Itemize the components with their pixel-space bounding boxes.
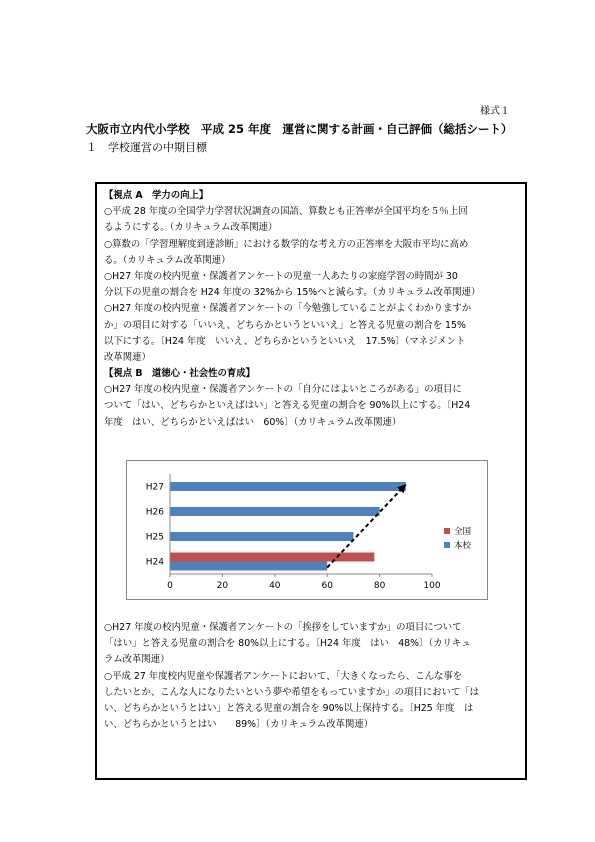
y-tick-label: H24 <box>145 557 164 568</box>
viewpoint-b-line: 「はい」と答える児童の割合を 80%以上にする。〔H24 年度 はい 48%〕（カリキュ <box>104 638 471 650</box>
bar-本校-H27 <box>170 482 406 491</box>
viewpoint-b-line: ○平成 27 年度校内児童や保護者アンケートにおいて、「大きくなったら、こんな事を <box>104 670 463 682</box>
viewpoint-b-line: い、どちらかというとはい」と答える児童の割合を 90%以上保持する。〔H25 年度 は <box>104 702 474 714</box>
goals-content <box>104 188 524 431</box>
goals-content-2 <box>104 620 524 733</box>
viewpoint-a-line: るようにする。（カリキュラム改革関連） <box>104 222 278 234</box>
viewpoint-b-line: ラム改革関連） <box>104 654 170 666</box>
legend-label: 全国 <box>454 527 472 537</box>
viewpoint-a-line: か」の項目に対する「いいえ、どちらかというといいえ」と答える児童の割合を 15% <box>104 319 466 331</box>
bar-本校-H25 <box>170 532 353 541</box>
document-title: 大阪市立内代小学校 平成 25 年度 運営に関する計画・自己評価（総括シート） <box>86 122 513 136</box>
form-number: 様式１ <box>480 106 510 117</box>
viewpoint-a-line: る。（カリキュラム改革関連） <box>104 254 231 266</box>
viewpoint-b-line: ○H27 年度の校内児童・保護者アンケートの「挨拶をしていますか」の項目について <box>104 622 462 633</box>
x-tick-label: 60 <box>321 581 333 591</box>
viewpoint-b-line: したいとか、こんな人になりたいという夢や希望をもっていますか」の項目において「は <box>104 686 480 698</box>
x-tick-label: 20 <box>216 581 229 591</box>
viewpoint-b-line: 年度 はい、どちらかといえばはい 60%〕（カリキュラム改革関連） <box>104 416 402 428</box>
bar-全国-H24 <box>170 553 374 562</box>
viewpoint-a-line: 以下にする。〔H24 年度 いいえ、どちらかというといいえ 17.5%〕（マネジメント <box>104 335 466 347</box>
viewpoint-b-heading: 【視点 B 道徳心・社会性の育成】 <box>104 368 256 380</box>
legend-swatch-本校 <box>444 542 450 548</box>
x-tick-label: 80 <box>373 581 386 591</box>
viewpoint-a-line: 分以下の児童の割合を H24 年度の 32%から 15%へと減らす。（カリキュラム改革関連） <box>104 287 481 299</box>
y-tick-label: H25 <box>145 532 164 543</box>
legend-swatch-全国 <box>444 528 450 534</box>
viewpoint-a-line: ○平成 28 年度の全国学力学習状況調査の国語、算数とも正答率が全国平均を５％上回 <box>104 206 468 218</box>
legend-label: 本校 <box>454 541 472 551</box>
viewpoint-a-line: 改革関連） <box>104 351 151 363</box>
bar-chart-svg <box>126 460 488 600</box>
section-title: １ 学校運営の中期目標 <box>86 141 207 154</box>
viewpoint-b-line: ついて「はい、どちらかといえばはい」と答える児童の割合を 90%以上にする。〔H24 <box>104 400 471 412</box>
x-tick-label: 0 <box>167 581 173 591</box>
bar-chart <box>126 460 488 600</box>
y-tick-label: H27 <box>145 482 164 493</box>
viewpoint-a-line: ○算数の「学習理解度到達診断」における数学的な考え方の正答率を大阪市平均に高め <box>104 238 469 250</box>
viewpoint-a-heading: 【視点 A 学力の向上】 <box>104 190 209 201</box>
y-tick-label: H26 <box>145 507 164 518</box>
viewpoint-a-line: ○H27 年度の校内児童・保護者アンケートの児童一人あたりの家庭学習の時間が 30 <box>104 270 458 282</box>
x-tick-label: 40 <box>269 581 281 591</box>
chart-frame <box>127 461 488 600</box>
viewpoint-b-line: ○H27 年度の校内児童・保護者アンケートの「自分にはよいところがある」の項目に <box>104 384 462 396</box>
x-tick-label: 100 <box>423 581 441 591</box>
bar-本校-H26 <box>170 507 380 516</box>
viewpoint-a-line: ○H27 年度の校内児童・保護者アンケートの「今勉強していることがよくわかりますか <box>104 303 472 315</box>
bar-本校-H24 <box>170 562 327 571</box>
viewpoint-b-line: い、どちらかというとはい 89%〕（カリキュラム改革関連） <box>104 719 374 731</box>
